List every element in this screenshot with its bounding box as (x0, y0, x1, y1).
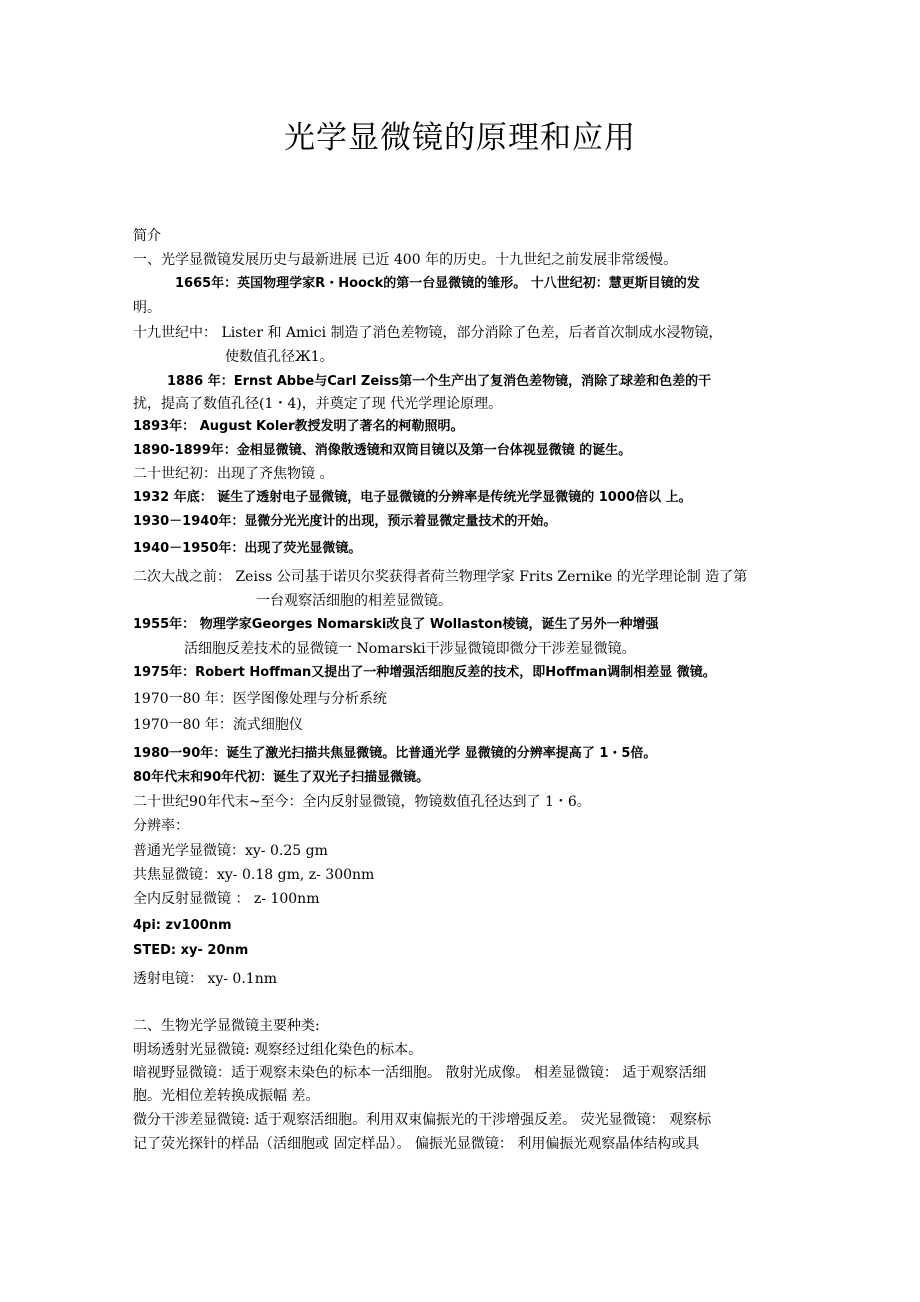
text-line: 1932 年底： 诞生了透射电子显微镜，电子显微镜的分辨率是传统光学显微镜的 1000倍以 上。 (133, 490, 692, 505)
text-line: 1886 年：Ernst Abbe与Carl Zeiss第一个生产出了复消色差物镜，消除了球差和色差的干 (167, 374, 712, 389)
text-line: 透射电镜： xy- 0.1nm (133, 971, 277, 987)
document-title: 光学显微镜的原理和应用 (284, 120, 636, 156)
text-line: 1955年： 物理学家Georges Nomarski改良了 Wollaston棱镜，诞生了另外一种增强 (133, 617, 659, 632)
text-line: 1980一90年：诞生了激光扫描共焦显微镜。比普通光学 显微镜的分辨率提高了 1・5倍。 (133, 746, 657, 761)
text-line: 一、光学显微镜发展历史与最新进展 已近 400 年的历史。十九世纪之前发展非常缓慢。 (133, 252, 678, 268)
text-line: 1665年：英国物理学家R・Hoock的第一台显微镜的雏形。 十八世纪初：慧更斯目镜的发 (175, 276, 700, 291)
text-line: 活细胞反差技术的显微镜一 Nomarski干涉显微镜即微分干涉差显微镜。 (184, 641, 636, 657)
text-line: 1890-1899年：金相显微镜、消像散透镜和双筒目镜以及第一台体视显微镜 的诞生。 (133, 443, 632, 458)
text-line: 普通光学显微镜：xy- 0.25 gm (133, 843, 328, 859)
text-line: 全内反射显微镜 ： z- 100nm (133, 891, 320, 907)
text-line: 二次大战之前： Zeiss 公司基于诺贝尔奖获得者荷兰物理学家 Frits Zernike 的光学理论制 造了第 (133, 569, 748, 585)
text-line: 记了荧光探针的样品（活细胞或 固定样品）。 偏振光显微镜： 利用偏振光观察晶体结构或具 (133, 1136, 700, 1152)
section-heading: 二、生物光学显微镜主要种类: (133, 1018, 320, 1034)
text-line: 扰，提高了数值孔径(1・4)，并奠定了现 代光学理论原理。 (133, 396, 503, 412)
text-line: 明场透射光显微镜: 观察经过组化染色的标本。 (133, 1042, 423, 1058)
text-line: 1970一80 年：流式细胞仪 (133, 717, 303, 733)
text-line: 1970一80 年：医学图像处理与分析系统 (133, 691, 387, 707)
text-line: 1930－1940年：显微分光光度计的出现，预示着显微定量技术的开始。 (133, 514, 557, 529)
text-line: 使数值孔径Ж1。 (225, 349, 334, 365)
text-line: 胞。光相位差转换成振幅 差。 (133, 1088, 320, 1104)
text-line: 80年代末和90年代初：诞生了双光子扫描显微镜。 (133, 770, 430, 785)
text-line: 明。 (133, 300, 161, 316)
text-line: 暗视野显微镜：适于观察未染色的标本一活细胞。 散射光成像。 相差显微镜： 适于观察活细 (133, 1065, 707, 1081)
text-line: 分辨率： (133, 818, 189, 834)
text-line: 1975年：Robert Hoffman又提出了一种增强活细胞反差的技术，即Hoffman调制相差显 微镜。 (133, 665, 716, 680)
text-line: 十九世纪中： Lister 和 Amici 制造了消色差物镜，部分消除了色差，后者首次制成水浸物镜， (133, 325, 723, 341)
text-line: 1893年： August Koler教授发明了著名的柯勒照明。 (133, 419, 464, 434)
text-line: 4pi: zv100nm (133, 918, 232, 933)
text-line: 1940－1950年：出现了荧光显微镜。 (133, 541, 362, 556)
text-line: 二十世纪90年代末~至今：全内反射显微镜，物镜数值孔径达到了 1・6。 (133, 794, 591, 810)
text-line: 简介 (133, 228, 161, 244)
text-line: 微分干涉差显微镜: 适于观察活细胞。利用双束偏振光的干涉增强反差。 荧光显微镜： 观察标 (133, 1112, 712, 1128)
text-line: STED: xy- 20nm (133, 943, 249, 958)
text-line: 共焦显微镜：xy- 0.18 gm, z- 300nm (133, 867, 375, 883)
text-line: 一台观察活细胞的相差显微镜。 (256, 593, 452, 609)
text-line: 二十世纪初：出现了齐焦物镜 。 (133, 466, 334, 482)
